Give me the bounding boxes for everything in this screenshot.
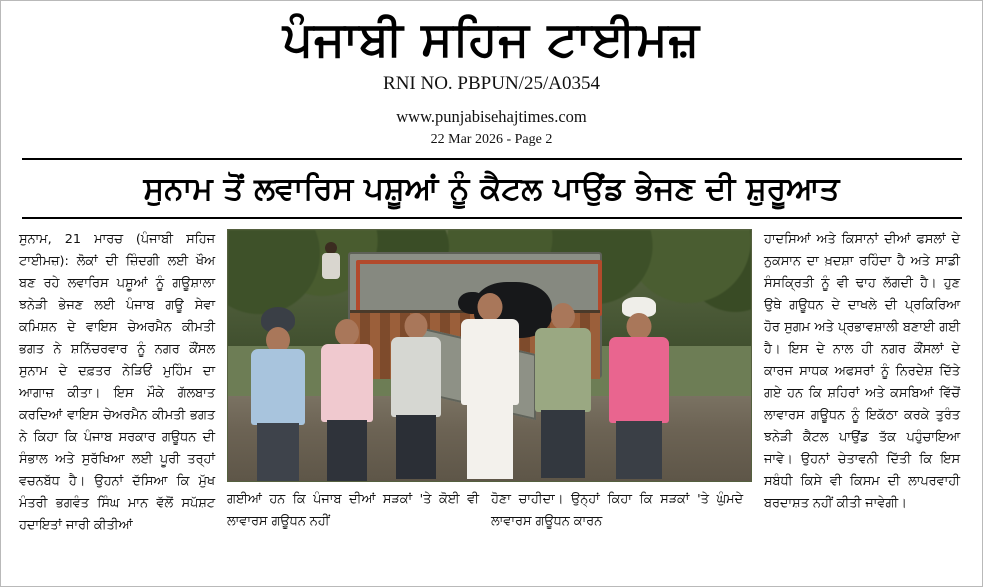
photo-person-2 [320,313,374,479]
photo-caption-row [227,489,752,533]
article-caption-left: ਗਈਆਂ ਹਨ ਕਿ ਪੰਜਾਬ ਦੀਆਂ ਸੜਕਾਂ 'ਤੇ ਕੋਈ ਵੀ ਲਾਵਾਰਸ ਗਊਧਨ ਨਹੀਂ [227,492,479,530]
masthead [1,1,982,148]
photo-people-group [228,230,751,481]
article-body [1,219,982,537]
photo-person-4 [460,293,520,479]
article-caption-right: ਹੋਣਾ ਚਾਹੀਦਾ। ਉਨ੍ਹਾਂ ਕਿਹਾ ਕਿ ਸੜਕਾਂ 'ਤੇ ਘੁੰਮਦੇ ਲਾਵਾਰਸ ਗਊਧਨ ਕਾਰਨ [491,492,743,530]
article-column-left: ਸੁਨਾਮ, 21 ਮਾਰਚ (ਪੰਜਾਬੀ ਸਹਿਜ ਟਾਈਮਜ਼): ਲੋਕਾਂ ਦੀ ਜ਼ਿੰਦਗੀ ਲਈ ਖੌਅ ਬਣ ਰਹੇ ਲਵਾਰਿਸ ਪਸ਼ੂਆਂ ਨੂੰ ਗਊਸ਼ਾਲਾ ਝਨੇੜੀ ਭੇਜਣ ਲਈ ਪੰਜਾਬ ਗਊ ਸੇਵਾ ਕਮਿਸ਼ਨ ਦੇ ਵਾਇਸ ਚੇਅਰਮੈਨ ਕੀਮਤੀ ਭਗਤ ਨੇ ਸ਼ਨਿੱਚਰਵਾਰ ਨੂੰ ਨਗਰ ਕੌਂਸਲ ਸੁਨਾਮ ਦੇ ਦਫ਼ਤਰ ਨੇੜਿਓਂ ਮੁਹਿੰਮ ਦਾ ਆਗਾਜ਼ ਕੀਤਾ। ਇਸ ਮੌਕੇ ਗੱਲਬਾਤ ਕਰਦਿਆਂ ਵਾਇਸ ਚੇਅਰਮੈਨ ਕੀਮਤੀ ਭਗਤ ਨੇ ਕਿਹਾ ਕਿ ਪੰਜਾਬ ਸਰਕਾਰ ਗਊਧਨ ਦੀ ਸੰਭਾਲ ਅਤੇ ਸੁਰੱਖਿਆ ਲਈ ਪੂਰੀ ਤਰ੍ਹਾਂ ਵਚਨਬੱਧ ਹੈ। ਉਹਨਾਂ ਦੱਸਿਆ ਕਿ ਮੁੱਖ ਮੰਤਰੀ ਭਗਵੰਤ ਸਿੰਘ ਮਾਨ ਵੱਲੋਂ ਸਪੱਸ਼ਟ ਹਦਾਇਤਾਂ ਜਾਰੀ ਕੀਤੀਆਂ [19,232,215,534]
photo-person-6 [608,297,670,479]
masthead-website: www.punjabisehajtimes.com [396,107,587,127]
photo-person-3 [390,309,442,479]
photo-person-5 [534,301,592,479]
news-photo [227,229,752,482]
article-headline: ਸੁਨਾਮ ਤੋਂ ਲਵਾਰਿਸ ਪਸ਼ੂਆਂ ਨੂੰ ਕੈਟਲ ਪਾਉਂਡ ਭੇਜਣ ਦੀ ਸ਼ੁਰੂਆਤ [143,171,840,208]
masthead-divider [22,158,962,160]
masthead-date-page: 22 Mar 2026 - Page 2 [430,132,553,148]
masthead-rni-number: RNI NO. PBPUN/25/A0354 [383,73,600,95]
article-column-middle [227,229,752,537]
photo-person-1 [250,307,306,479]
article-column-right: ਹਾਦਸਿਆਂ ਅਤੇ ਕਿਸਾਨਾਂ ਦੀਆਂ ਫਸਲਾਂ ਦੇ ਨੁਕਸਾਨ ਦਾ ਖ਼ਦਸ਼ਾ ਰਹਿੰਦਾ ਹੈ ਅਤੇ ਸਾਡੀ ਸੰਸਕ੍ਰਿਤੀ ਨੂੰ ਵੀ ਢਾਹ ਲੱਗਦੀ ਹੈ। ਹੁਣ ਉਥੇ ਗਊਧਨ ਦੇ ਦਾਖਲੇ ਦੀ ਪ੍ਰਕਿਰਿਆ ਹੋਰ ਸੁਗਮ ਅਤੇ ਪ੍ਰਭਾਵਸ਼ਾਲੀ ਬਣਾਈ ਗਈ ਹੈ। ਇਸ ਦੇ ਨਾਲ ਹੀ ਨਗਰ ਕੌਂਸਲਾਂ ਦੇ ਕਾਰਜ ਸਾਧਕ ਅਫਸਰਾਂ ਨੂੰ ਨਿਰਦੇਸ਼ ਦਿੱਤੇ ਗਏ ਹਨ ਕਿ ਸ਼ਹਿਰਾਂ ਅਤੇ ਕਸਬਿਆਂ ਵਿੱਚੋਂ ਲਾਵਾਰਸ ਗਊਧਨ ਨੂੰ ਇਕੱਠਾ ਕਰਕੇ ਤੁਰੰਤ ਝਨੇੜੀ ਕੈਟਲ ਪਾਉਂਡ ਤੱਕ ਪਹੁੰਚਾਇਆ ਜਾਵੇ। ਉਹਨਾਂ ਚੇਤਾਵਨੀ ਦਿੱਤੀ ਕਿ ਇਸ ਸਬੰਧੀ ਕਿਸੇ ਵੀ ਕਿਸਮ ਦੀ ਲਾਪਰਵਾਹੀ ਬਰਦਾਸ਼ਤ ਨਹੀਂ ਕੀਤੀ ਜਾਵੇਗੀ। [764,232,960,512]
masthead-title: ਪੰਜਾਬੀ ਸਹਿਜ ਟਾਈਮਜ਼ [282,12,701,67]
